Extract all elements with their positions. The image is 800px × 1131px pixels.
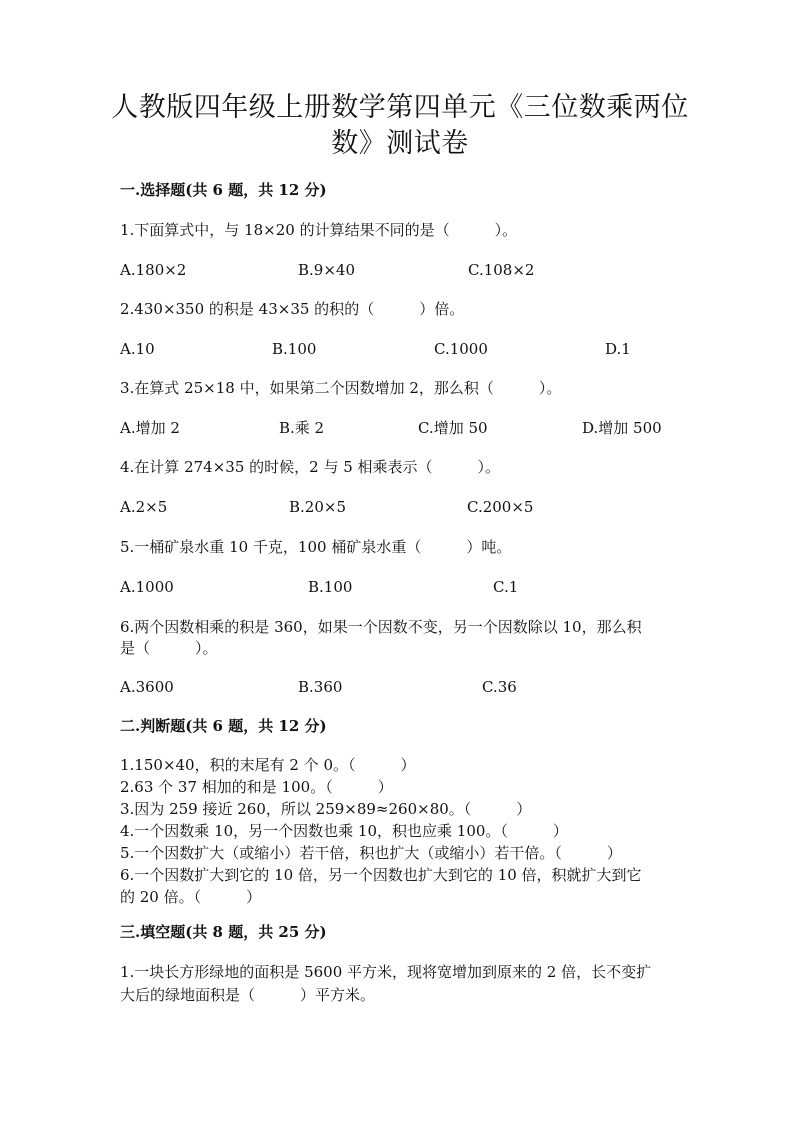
question-6-options [120,677,720,697]
question-3: 3.在算式 25×18 中，如果第二个因数增加 2，那么积（ ）。 [120,379,562,397]
title-line-2: 数》测试卷 [331,128,469,159]
question-6-line-2: 是（ ）。 [120,639,218,657]
option-d: D.增加 500 [582,419,662,437]
question-5-options [120,577,720,597]
option-a: A.10 [120,340,155,358]
page-title [80,90,720,162]
option-c: C.1000 [434,340,488,358]
question-1-options [120,260,720,280]
option-d: D.1 [605,340,631,358]
option-a: A.180×2 [120,261,187,279]
question-2-options [120,339,720,359]
option-a: A.2×5 [120,498,168,516]
judge-item-6: 6.一个因数扩大到它的 10 倍，另一个因数也扩大到它的 10 倍，积就扩大到它 [120,866,642,884]
option-b: B.20×5 [289,498,346,516]
question-1: 1.下面算式中，与 18×20 的计算结果不同的是（ ）。 [120,221,518,239]
option-c: C.36 [482,678,517,696]
judge-list [120,754,680,908]
judge-item-6-continued: 的 20 倍。（ ） [120,888,262,906]
question-5: 5.一桶矿泉水重 10 千克，100 桶矿泉水重（ ）吨。 [120,538,512,556]
option-a: A.增加 2 [120,419,180,437]
question-4: 4.在计算 274×35 的时候，2 与 5 相乘表示（ ）。 [120,458,501,476]
question-6-line-1: 6.两个因数相乘的积是 360，如果一个因数不变，另一个因数除以 10，那么积 [120,618,642,636]
option-c: C.108×2 [468,261,535,279]
option-a: A.3600 [120,678,174,696]
option-c: C.增加 50 [418,419,488,437]
judge-item-2: 2.63 个 37 相加的和是 100。（ ） [120,778,393,796]
option-b: B.360 [298,678,343,696]
judge-item-3: 3.因为 259 接近 260，所以 259×89≈260×80。（ ） [120,800,532,818]
fill-question-1-line-1: 1.一块长方形绿地的面积是 5600 平方米，现将宽增加到原来的 2 倍，长不变扩 [120,963,652,981]
fill-question-1-line-2: 大后的绿地面积是（ ）平方米。 [120,986,376,1004]
option-c: C.1 [493,578,519,596]
section-heading-choice: 一.选择题(共 6 题，共 12 分) [120,181,327,199]
question-4-options [120,497,720,517]
option-b: B.9×40 [298,261,355,279]
section-heading-judge: 二.判断题(共 6 题，共 12 分) [120,717,327,735]
option-b: B.乘 2 [279,419,325,437]
question-2: 2.430×350 的积是 43×35 的积的（ ）倍。 [120,300,465,318]
judge-item-4: 4.一个因数乘 10，另一个因数也乘 10，积也应乘 100。（ ） [120,822,568,840]
option-c: C.200×5 [467,498,534,516]
option-a: A.1000 [120,578,174,596]
judge-item-5: 5.一个因数扩大（或缩小）若干倍，积也扩大（或缩小）若干倍。（ ） [120,844,622,862]
section-heading-fill: 三.填空题(共 8 题，共 25 分) [120,923,327,941]
question-3-options [120,418,720,438]
option-b: B.100 [272,340,317,358]
title-line-1: 人教版四年级上册数学第四单元《三位数乘两位 [111,92,689,123]
option-b: B.100 [308,578,353,596]
judge-item-1: 1.150×40，积的末尾有 2 个 0。（ ） [120,756,416,774]
